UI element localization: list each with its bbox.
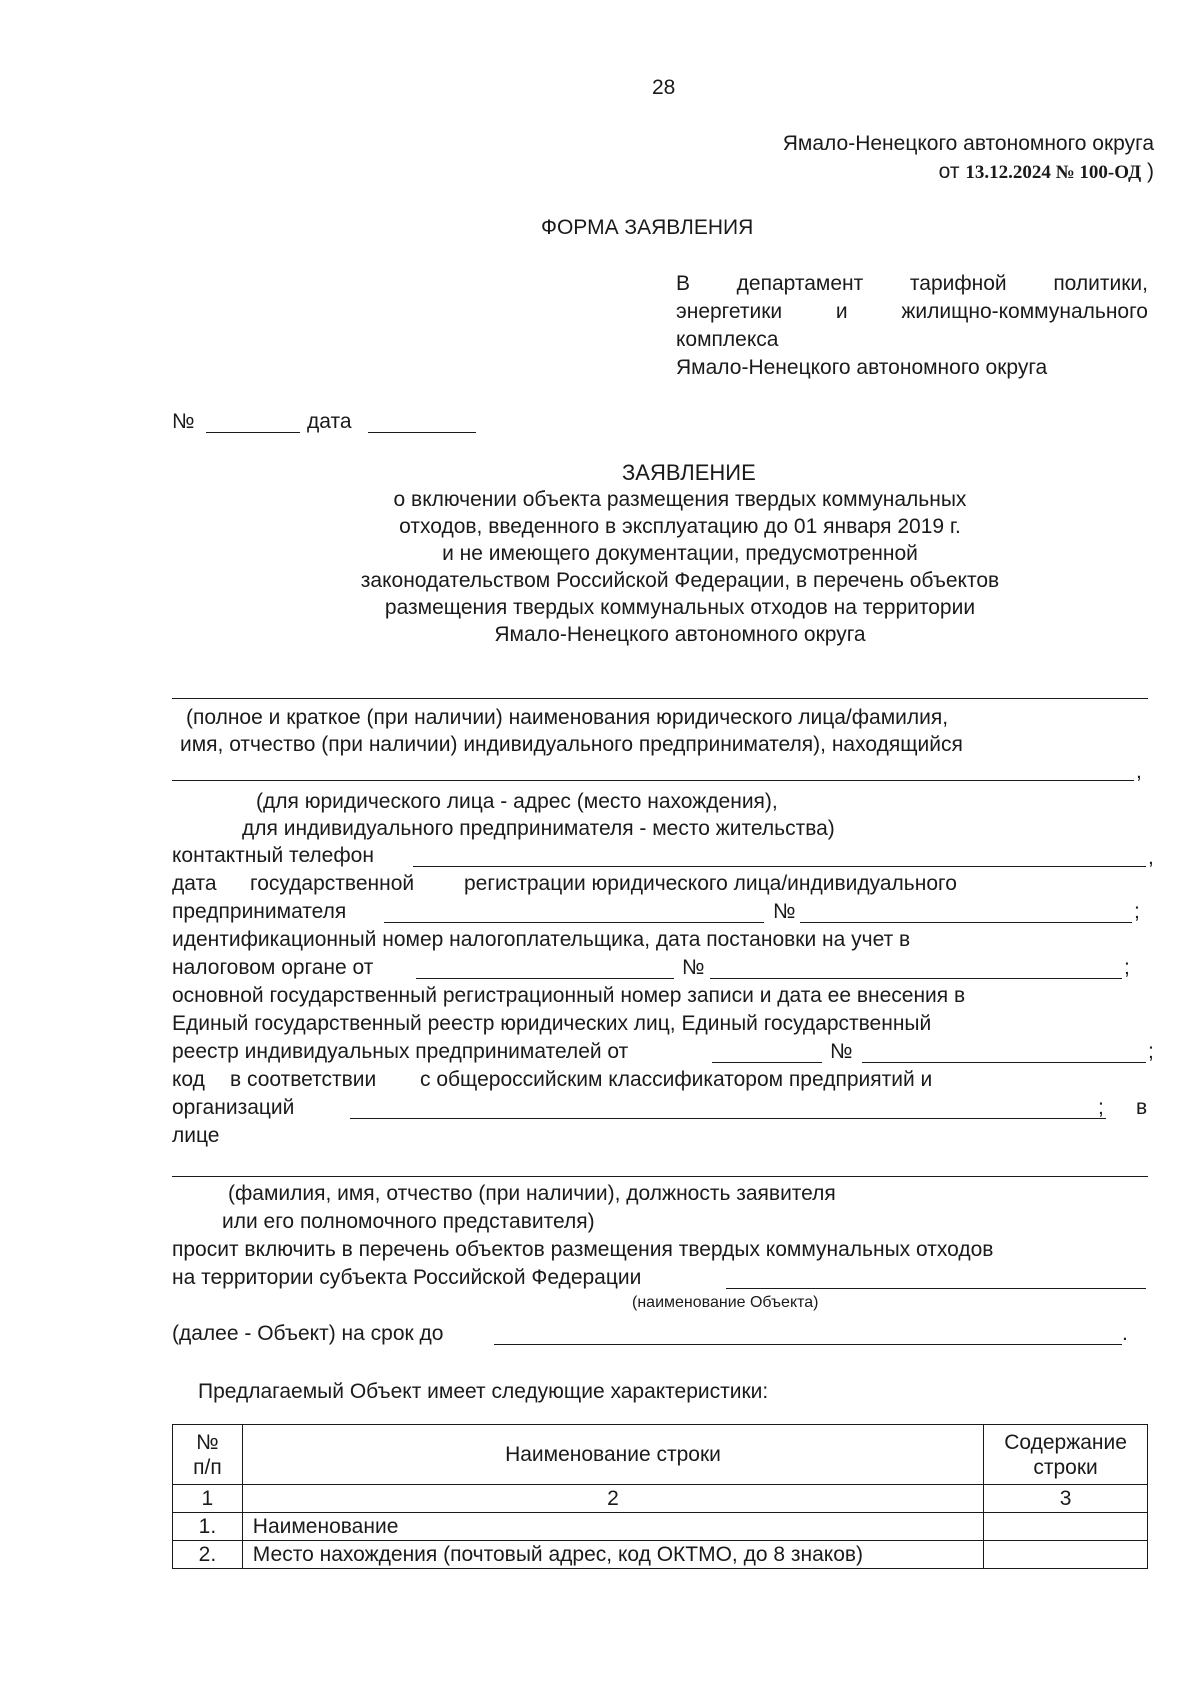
- date-label: дата: [307, 410, 352, 433]
- header-cell-number: № п/п: [173, 1425, 243, 1485]
- index-cell: 2: [242, 1485, 983, 1513]
- reg-semicolon: ;: [1134, 900, 1140, 923]
- statement-title: ЗАЯВЛЕНИЕ: [622, 460, 756, 485]
- ogrn-line: основной государственный регистрационный номер записи и дата ее внесения в: [172, 984, 966, 1007]
- address-caption: (для юридического лица - адрес (место нахождения),: [256, 790, 778, 813]
- characteristics-intro: Предлагаемый Объект имеет следующие характеристики:: [198, 1380, 769, 1403]
- number-label: №: [172, 410, 195, 433]
- addressee-word: В: [676, 272, 691, 295]
- inn-line: идентификационный номер налогоплательщика, дата постановки на учет в: [172, 928, 911, 951]
- row-name-cell: Наименование: [242, 1513, 983, 1541]
- number-blank[interactable]: [206, 432, 300, 433]
- phone-comma: ,: [1148, 846, 1154, 869]
- row-number-cell: 1.: [173, 1513, 243, 1541]
- row-number-cell: 2.: [173, 1541, 243, 1569]
- header-date-suffix: ): [1147, 160, 1154, 183]
- date-blank[interactable]: [368, 432, 476, 433]
- phone-label: контактный телефон: [172, 844, 374, 867]
- addressee-word: департамент: [736, 272, 864, 295]
- phone-blank[interactable]: [413, 866, 1146, 867]
- ogrn-number-blank[interactable]: [862, 1062, 1146, 1063]
- reg-date-word: государственной: [250, 872, 415, 895]
- index-cell: 1: [173, 1485, 243, 1513]
- representative-blank[interactable]: [172, 1176, 1148, 1177]
- addressee-word: энергетики: [676, 300, 783, 323]
- statement-line: размещения твердых коммунальных отходов на территории: [384, 596, 976, 619]
- applicant-caption: (полное и краткое (при наличии) наименования юридического лица/фамилия,: [186, 706, 949, 729]
- term-label: (далее - Объект) на срок до: [172, 1322, 444, 1345]
- reg-date-word: регистрации юридического лица/индивидуального: [464, 872, 957, 895]
- statement-line: о включении объекта размещения твердых коммунальных: [393, 488, 967, 511]
- index-cell: 3: [984, 1485, 1148, 1513]
- inn-line: налоговом органе от: [172, 956, 374, 979]
- header-date: [939, 160, 1154, 184]
- statement-line: законодательством Российской Федерации, в перечень объектов: [360, 569, 1000, 592]
- statement-line: и не имеющего документации, предусмотренной: [442, 542, 918, 565]
- table-header-row: [173, 1425, 1148, 1485]
- person-word: лице: [172, 1124, 220, 1147]
- ogrn-semicolon: ;: [1148, 1040, 1154, 1063]
- statement-line: Ямало-Ненецкого автономного округа: [494, 623, 866, 646]
- row-name-cell: Место нахождения (почтовый адрес, код ОКТМО, до 8 знаков): [242, 1541, 983, 1569]
- address-blank[interactable]: [172, 780, 1134, 781]
- org-label: организаций: [172, 1096, 295, 1119]
- header-date-value: 13.12.2024 № 100-ОД: [965, 162, 1142, 183]
- reg-date-word: дата: [172, 872, 217, 895]
- entrepreneur-label: предпринимателя: [172, 900, 347, 923]
- term-blank[interactable]: [494, 1344, 1122, 1345]
- okpo-word: код: [172, 1068, 205, 1091]
- addressee-line-1: [676, 272, 1148, 296]
- addressee-word: и: [835, 300, 848, 323]
- address-comma: ,: [1136, 760, 1142, 783]
- object-caption: (наименование Объекта): [632, 1294, 819, 1311]
- characteristics-table: [172, 1424, 1148, 1569]
- address-caption: для индивидуального предпринимателя - место жительства): [242, 817, 835, 840]
- okpo-semicolon: ;: [1098, 1096, 1104, 1119]
- form-title: ФОРМА ЗАЯВЛЕНИЯ: [541, 216, 754, 239]
- person-caption: или его полномочного представителя): [222, 1210, 595, 1233]
- applicant-name-blank[interactable]: [172, 698, 1148, 699]
- request-line: просит включить в перечень объектов размещения твердых коммунальных отходов: [172, 1238, 994, 1261]
- request-line: на территории субъекта Российской Федерации: [172, 1266, 642, 1289]
- addressee-line-3: комплекса: [676, 328, 779, 351]
- inn-date-blank[interactable]: [416, 978, 674, 979]
- table-row: [173, 1513, 1148, 1541]
- okpo-word: в соответствии: [230, 1068, 377, 1091]
- addressee-word: жилищно-коммунального: [901, 300, 1148, 323]
- person-caption: (фамилия, имя, отчество (при наличии), должность заявителя: [228, 1182, 836, 1205]
- reg-date-blank[interactable]: [384, 922, 764, 923]
- table-row: [173, 1541, 1148, 1569]
- okpo-word: с общероссийским классификатором предприятий и: [420, 1068, 933, 1091]
- inn-num-sign: №: [682, 956, 705, 979]
- reg-number-blank[interactable]: [800, 922, 1132, 923]
- term-period: .: [1122, 1322, 1128, 1345]
- reg-num-sign: №: [773, 900, 796, 923]
- object-name-blank[interactable]: [726, 1288, 1146, 1289]
- row-content-cell[interactable]: [984, 1513, 1148, 1541]
- ogrn-line: реестр индивидуальных предпринимателей от: [172, 1040, 629, 1063]
- ogrn-date-blank[interactable]: [712, 1062, 822, 1063]
- header-cell-name: Наименование строки: [242, 1425, 983, 1485]
- addressee-line-2: [676, 300, 1148, 324]
- addressee-word: тарифной: [909, 272, 1007, 295]
- ogrn-num-sign: №: [830, 1040, 853, 1063]
- header-cell-content: Содержание строки: [984, 1425, 1148, 1485]
- header-region: Ямало-Ненецкого автономного округа: [782, 132, 1154, 155]
- inn-number-blank[interactable]: [710, 978, 1122, 979]
- statement-line: отходов, введенного в эксплуатацию до 01 января 2019 г.: [399, 515, 961, 538]
- header-date-prefix: от: [938, 160, 960, 183]
- okpo-blank[interactable]: [350, 1118, 1106, 1119]
- row-content-cell[interactable]: [984, 1541, 1148, 1569]
- table-index-row: [173, 1485, 1148, 1513]
- ogrn-line: Единый государственный реестр юридических лиц, Единый государственный: [172, 1012, 932, 1035]
- addressee-word: политики,: [1053, 272, 1148, 295]
- addressee-line-4: Ямало-Ненецкого автономного округа: [676, 356, 1048, 379]
- in-word: в: [1136, 1096, 1148, 1119]
- page-number: 28: [652, 76, 676, 99]
- applicant-caption: имя, отчество (при наличии) индивидуального предпринимателя), находящийся: [180, 733, 963, 756]
- inn-semicolon: ;: [1124, 956, 1130, 979]
